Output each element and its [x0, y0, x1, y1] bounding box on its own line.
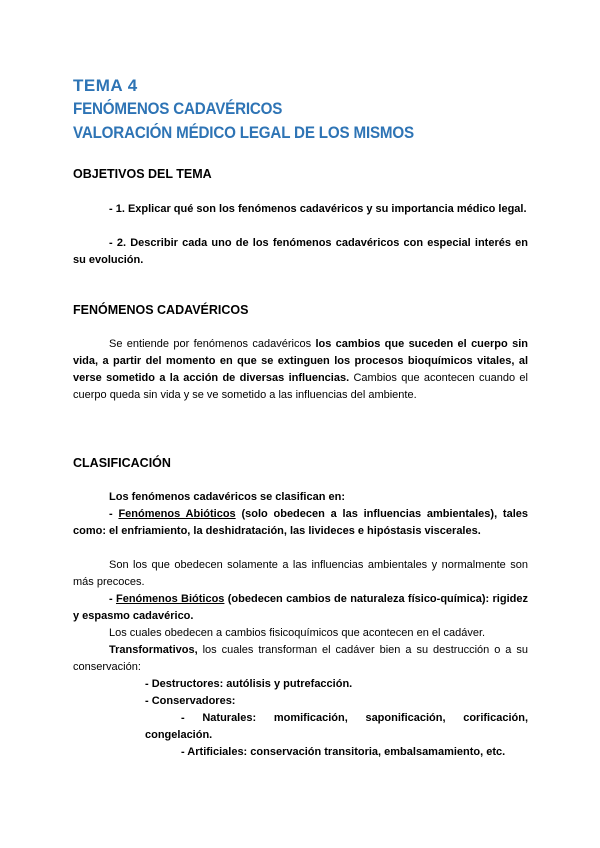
- clasificacion-lead: Los fenómenos cadavéricos se clasifican en:: [109, 491, 345, 503]
- bioticos-note: Los cuales obedecen a cambios fisicoquímicos que acontecen en el cadáver.: [109, 627, 486, 639]
- destructores-item: - Destructores: autólisis y putrefacción.: [145, 678, 353, 690]
- fenomenos-intro: [73, 336, 528, 404]
- tema-label: TEMA 4: [73, 76, 138, 95]
- intro-tail-text: Cambios que acontecen cuando el cuerpo queda sin vida y se ve sometido a las influencias del ambiente.: [73, 372, 528, 401]
- artificiales-item: - Artificiales: conservación transitoria, embalsamamiento, etc.: [181, 746, 506, 758]
- naturales-item: - Naturales: momificación, saponificación, corificación, congelación.: [145, 712, 528, 741]
- page-title: FENÓMENOS CADAVÉRICOS: [73, 100, 283, 118]
- abioticos-label: Fenómenos Abióticos: [118, 508, 236, 520]
- bioticos-text: (obedecen cambios de naturaleza físico-química): rigidez y espasmo cadavérico.: [73, 593, 528, 622]
- conservadores-item: - Conservadores:: [145, 695, 236, 707]
- transformativos-text: los cuales transforman el cadáver bien a su destrucción o a su conservación:: [73, 644, 528, 673]
- fenomenos-heading: FENÓMENOS CADAVÉRICOS: [73, 303, 249, 317]
- abioticos-paragraph: [73, 506, 528, 540]
- bioticos-dash: -: [109, 593, 116, 605]
- abioticos-note: Son los que obedecen solamente a las influencias ambientales y normalmente son más precoces.: [73, 559, 528, 588]
- bioticos-label: Fenómenos Bióticos: [115, 593, 225, 605]
- transformativos-paragraph: [73, 642, 528, 676]
- intro-bold-text: los cambios que suceden el cuerpo sin vida, a partir del momento en que se extinguen los procesos bioquímicos vitales, al verse sometido a la acción de diversas influencias.: [73, 338, 528, 384]
- intro-normal-text: Se entiende por fenómenos cadavéricos: [109, 338, 316, 350]
- objetivo-item-1: - 1. Explicar qué son los fenómenos cadavéricos y su importancia médico legal.: [109, 203, 527, 215]
- abioticos-dash: -: [109, 508, 119, 520]
- objetivos-heading: OBJETIVOS DEL TEMA: [73, 167, 212, 181]
- transformativos-label: Transformativos,: [109, 644, 198, 656]
- abioticos-text: (solo obedecen a las influencias ambientales), tales como: el enfriamiento, la deshidratación, las livideces e hipóstasis viscerales.: [73, 508, 528, 537]
- clasificacion-heading: CLASIFICACIÓN: [73, 456, 171, 470]
- page-subtitle: VALORACIÓN MÉDICO LEGAL DE LOS MISMOS: [73, 124, 414, 142]
- bioticos-paragraph: [73, 591, 528, 625]
- objetivo-item-2: - 2. Describir cada uno de los fenómenos cadavéricos con especial interés en su evolución.: [73, 237, 528, 266]
